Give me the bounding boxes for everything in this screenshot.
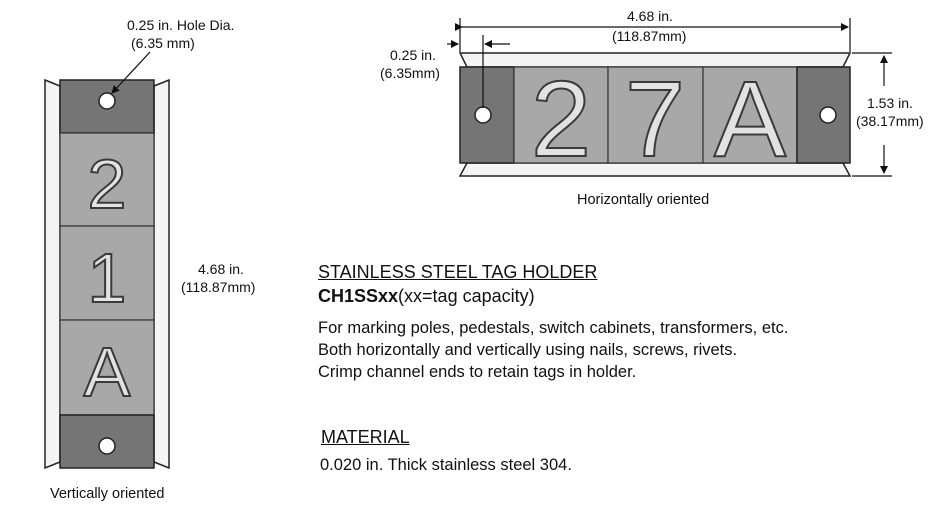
vertical-tag-char-2: 1	[87, 239, 127, 317]
product-model-note: (xx=tag capacity)	[398, 286, 535, 306]
right-mount-hole	[820, 107, 836, 123]
horizontal-length-line2: (118.87mm)	[612, 28, 687, 44]
horizontal-caption: Horizontally oriented	[577, 192, 710, 208]
vertical-length-line2: (118.87mm)	[181, 279, 256, 295]
height-line1: 1.53 in.	[867, 95, 913, 111]
horizontal-length-line1: 4.68 in.	[627, 8, 673, 24]
hole-offset-line2: (6.35mm)	[380, 65, 440, 81]
horizontal-tag-char-2: 7	[624, 58, 686, 179]
bottom-mount-hole	[99, 438, 115, 454]
left-mount-hole	[475, 107, 491, 123]
left-crimp-channel	[45, 80, 60, 468]
horizontal-tag-char-1: 2	[530, 58, 592, 179]
product-desc-line3: Crimp channel ends to retain tags in holder.	[318, 363, 637, 381]
material-heading: MATERIAL	[321, 427, 410, 447]
vertical-length-line1: 4.68 in.	[198, 261, 244, 277]
product-title: STAINLESS STEEL TAG HOLDER	[318, 262, 598, 282]
hole-offset-line1: 0.25 in.	[390, 47, 436, 63]
vertical-hole-label-line2: (6.35 mm)	[131, 35, 195, 51]
vertical-tag-char-1: 2	[87, 145, 127, 223]
vertical-holder	[45, 80, 169, 468]
product-desc-line2: Both horizontally and vertically using nails, screws, rivets.	[318, 341, 738, 359]
horizontal-holder	[460, 53, 850, 179]
vertical-caption: Vertically oriented	[50, 486, 165, 502]
horizontal-tag-char-3: A	[713, 58, 787, 179]
product-desc-line1: For marking poles, pedestals, switch cabinets, transformers, etc.	[318, 319, 789, 337]
material-text: 0.020 in. Thick stainless steel 304.	[320, 456, 572, 474]
height-line2: (38.17mm)	[856, 113, 924, 129]
product-model: CH1SSxx	[318, 286, 399, 306]
top-mount-hole	[99, 93, 115, 109]
product-model-line	[318, 285, 535, 307]
vertical-tag-char-3: A	[83, 333, 131, 411]
vertical-hole-label-line1: 0.25 in. Hole Dia.	[127, 17, 235, 33]
right-crimp-channel	[154, 80, 169, 468]
